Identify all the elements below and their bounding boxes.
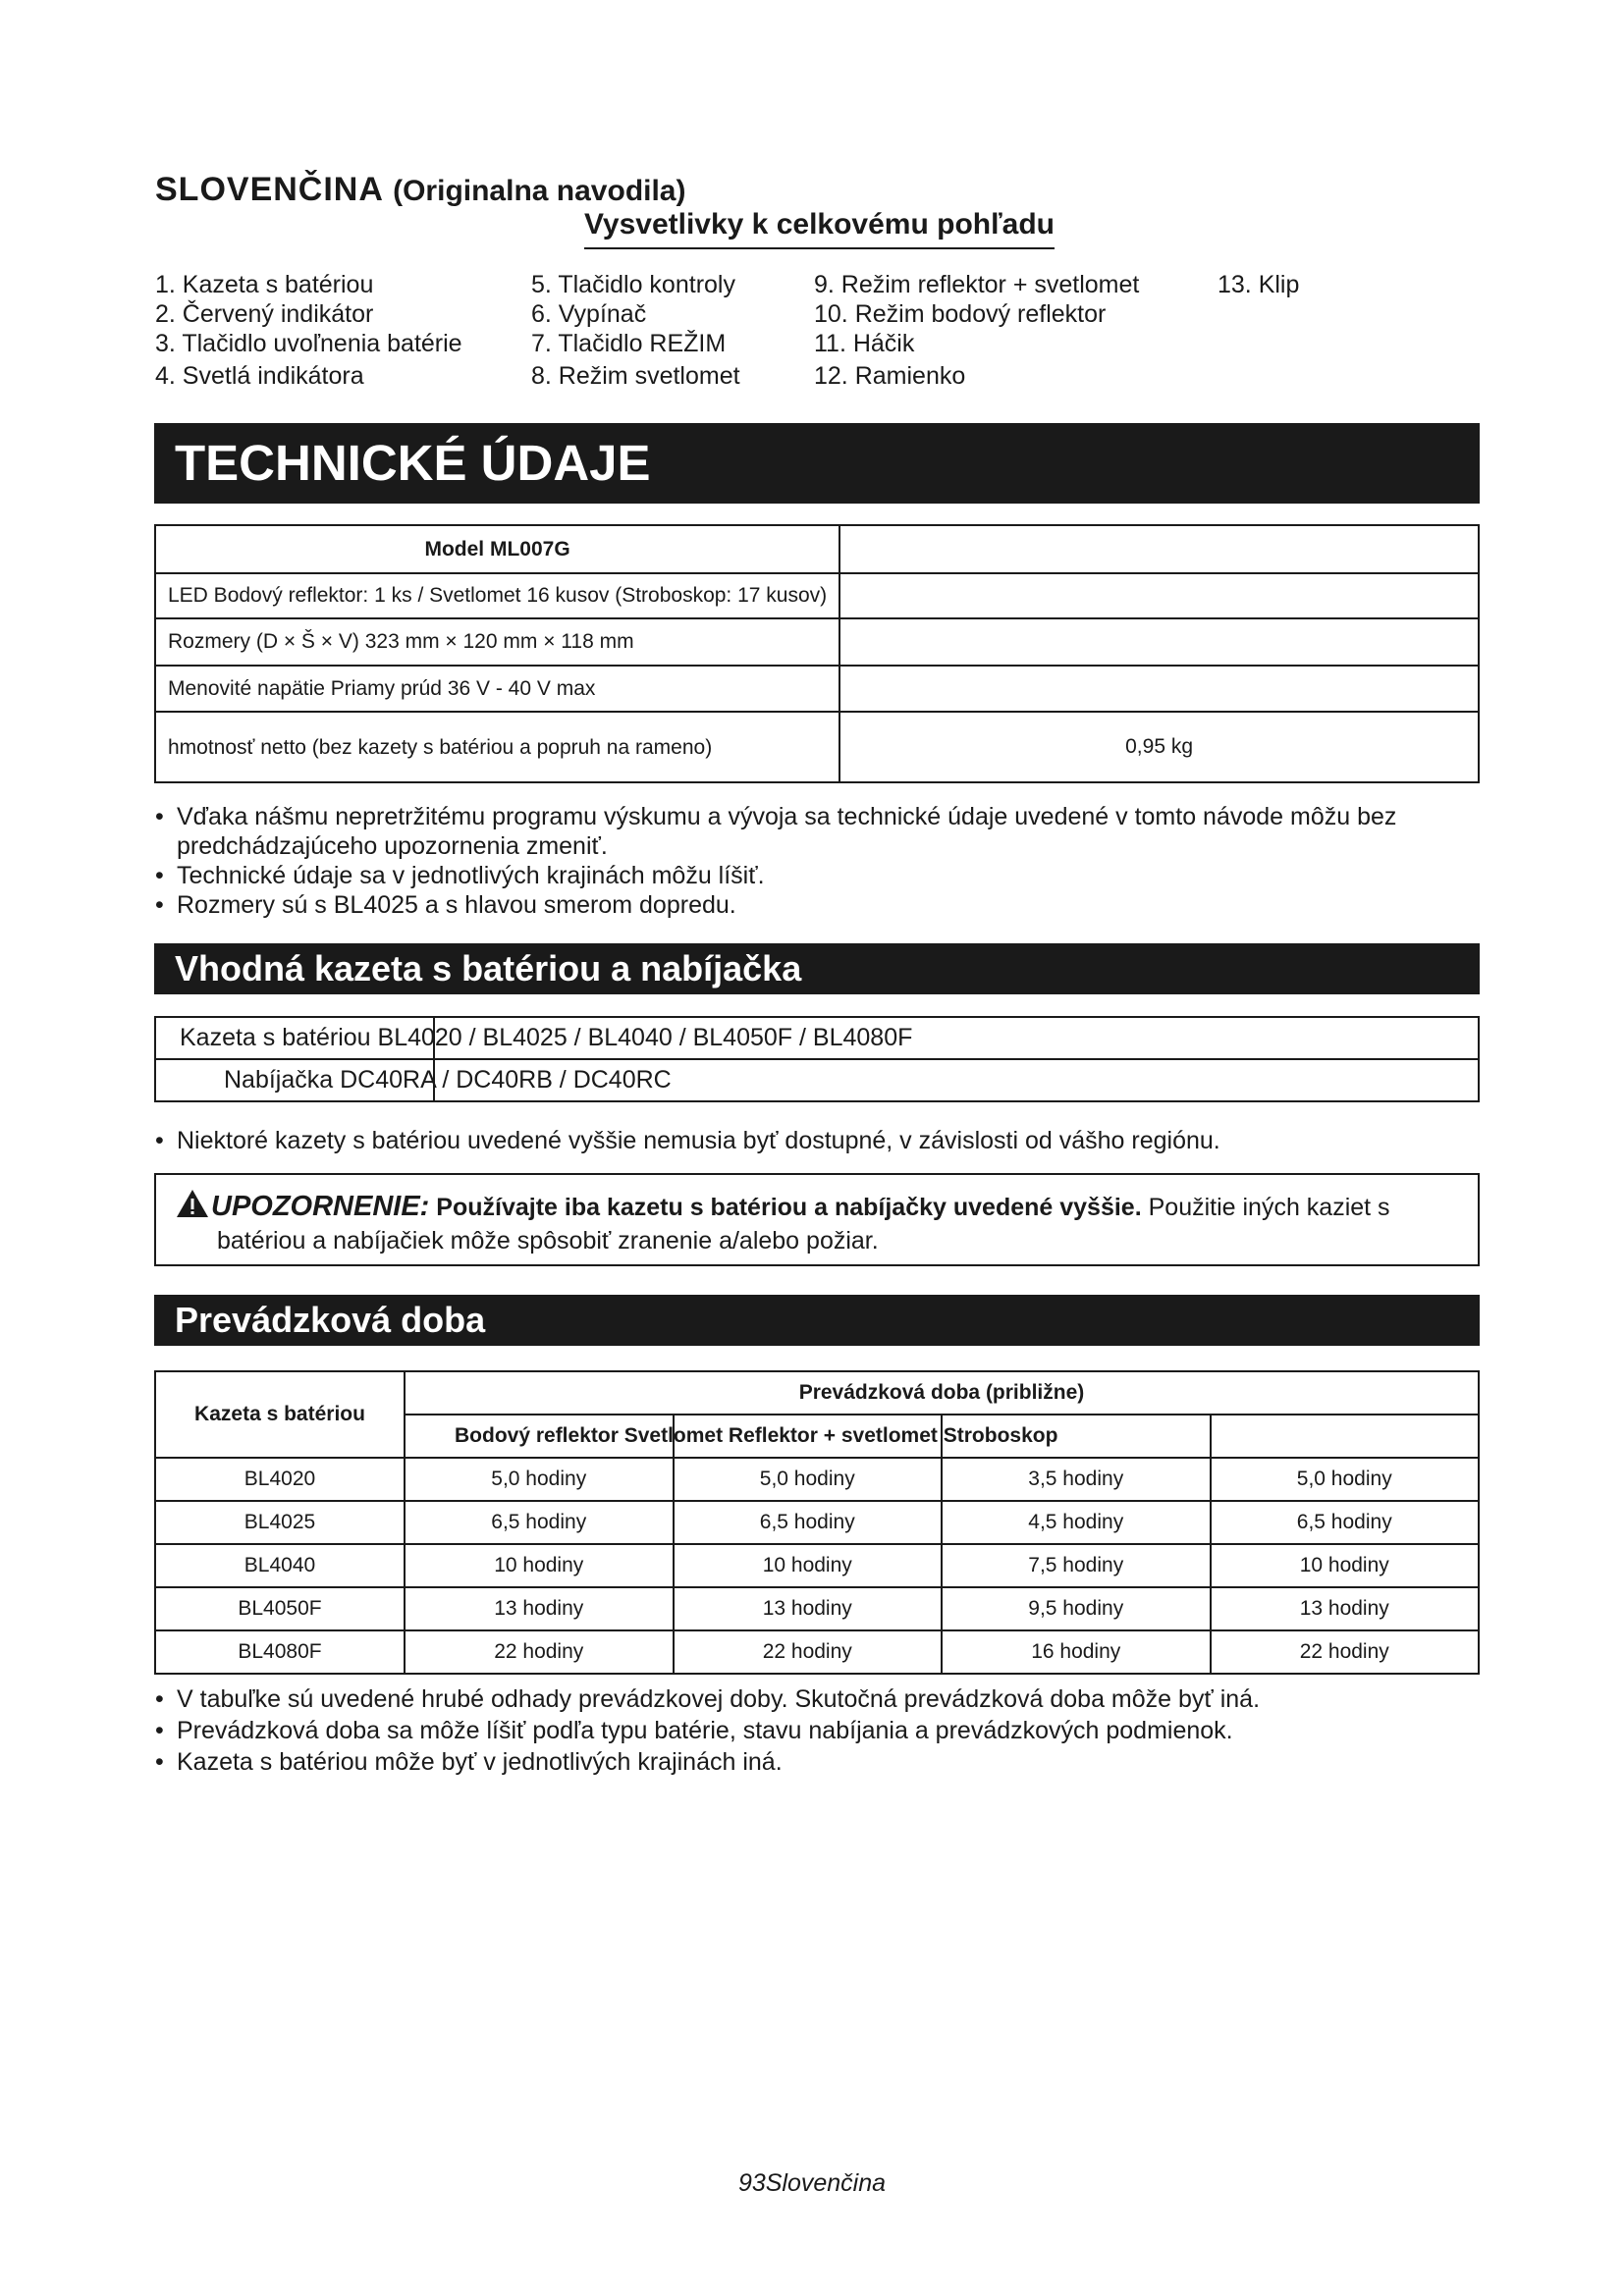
part-item: 9. Režim reflektor + svetlomet [814,271,1140,298]
parts-column-2 [531,270,740,391]
empty-cell [839,525,1479,573]
battery-cell: BL4050F [155,1587,405,1630]
table-row [155,1630,1479,1674]
specs-notes [155,802,1481,920]
runtime-notes [155,1683,1481,1778]
runtime-cell: 3,5 hodiny [942,1458,1211,1501]
part-item: 3. Tlačidlo uvoľnenia batérie [155,330,462,357]
page-number: 93Slovenčina [737,2169,887,2197]
empty-cell [839,618,1479,666]
battery-table [154,1016,1480,1102]
warning-triangle-icon [176,1189,209,1218]
table-row [155,1458,1479,1501]
table-row [155,618,1479,666]
caution-bold-text: Používajte iba kazetu s batériou a nabíjačky uvedené vyššie. [436,1194,1142,1221]
charger-cell [155,1059,672,1101]
part-item: 13. Klip [1218,271,1300,298]
weight-label-cell: hmotnosť netto (bez kazety s batériou a popruh na rameno) [155,712,839,782]
part-item: 11. Háčik [814,330,915,357]
runtime-cell: 4,5 hodiny [942,1501,1211,1544]
table-row [155,1059,1479,1101]
runtime-cell: 6,5 hodiny [405,1501,674,1544]
caution-text: Použitie iných kaziet s [1148,1194,1390,1221]
table-row [155,525,1479,573]
empty-cell [1211,1415,1480,1458]
dimensions-cell: Rozmery (D × Š × V) 323 mm × 120 mm × 118 mm [155,618,839,666]
note-item: • Niektoré kazety s batériou uvedené vyššie nemusia byť dostupné, v závislosti od vášho regiónu. [155,1126,1481,1155]
cartridge-cell: Kazeta s batériou BL4020 / BL4025 / BL4040 / BL4050F / BL4080F [155,1017,434,1059]
model-cell: Model ML007G [155,525,839,573]
runtime-cell: 10 hodiny [674,1544,943,1587]
part-item: 4. Svetlá indikátora [155,362,364,390]
part-item: 6. Vypínač [531,300,647,328]
battery-section-header: Vhodná kazeta s batériou a nabíjačka [154,943,1480,994]
table-row [155,573,1479,618]
note-item: • Kazeta s batériou môže byť v jednotlivých krajinách iná. [155,1746,1481,1778]
runtime-cell: 5,0 hodiny [674,1458,943,1501]
language-name: SLOVENČINA [155,171,383,208]
modes-header-cell: Bodový reflektor Svetlomet Reflektor + svetlomet Stroboskop [405,1415,674,1458]
note-item: • Rozmery sú s BL4025 a s hlavou smerom dopredu. [155,890,1481,920]
parts-legend [155,270,1333,398]
table-row [155,712,1479,782]
parts-column-3 [814,270,1139,391]
runtime-cell: 13 hodiny [1211,1587,1480,1630]
runtime-column-header: Prevádzková doba (približne) [405,1371,1479,1415]
battery-cell: BL4025 [155,1501,405,1544]
note-item: • V tabuľke sú uvedené hrubé odhady prevádzkovej doby. Skutočná prevádzková doba môže byť iná. [155,1683,1481,1715]
caution-text-continued: batériou a nabíjačiek môže spôsobiť zranenie a/alebo požiar. [217,1227,879,1255]
part-item: 1. Kazeta s batériou [155,271,374,298]
parts-column-1 [155,270,462,391]
battery-cell: BL4040 [155,1544,405,1587]
caution-box [154,1173,1480,1266]
table-row [155,1501,1479,1544]
part-item: 12. Ramienko [814,362,966,390]
table-row [155,1371,1479,1415]
empty-cell [839,666,1479,712]
runtime-cell: 5,0 hodiny [405,1458,674,1501]
part-item: 10. Režim bodový reflektor [814,300,1107,328]
specs-section-header: TECHNICKÉ ÚDAJE [154,423,1480,504]
charger-text: Nabíjačka DC40RA / DC40RB / DC40RC [224,1066,672,1094]
runtime-cell: 16 hodiny [942,1630,1211,1674]
runtime-section-header: Prevádzková doba [154,1295,1480,1346]
specs-table [154,524,1480,783]
note-item: • Vďaka nášmu nepretržitému programu výskumu a vývoja sa technické údaje uvedené v tomto návode môžu bez predchádzajúceho upozornenia zmeniť. [155,802,1481,861]
battery-cell: BL4080F [155,1630,405,1674]
runtime-cell: 9,5 hodiny [942,1587,1211,1630]
voltage-cell: Menovité napätie Priamy prúd 36 V - 40 V max [155,666,839,712]
runtime-cell: 13 hodiny [674,1587,943,1630]
runtime-cell: 13 hodiny [405,1587,674,1630]
battery-cell: BL4020 [155,1458,405,1501]
language-title [155,171,685,209]
table-row [155,1544,1479,1587]
runtime-cell: 10 hodiny [1211,1544,1480,1587]
part-item: 8. Režim svetlomet [531,362,740,390]
runtime-cell: 22 hodiny [674,1630,943,1674]
table-row [155,1017,1479,1059]
caution-label: UPOZORNENIE: [211,1191,430,1222]
runtime-cell: 7,5 hodiny [942,1544,1211,1587]
runtime-cell: 22 hodiny [405,1630,674,1674]
part-item: 2. Červený indikátor [155,300,374,328]
runtime-cell: 6,5 hodiny [674,1501,943,1544]
note-item: • Technické údaje sa v jednotlivých krajinách môžu líšiť. [155,861,1481,890]
weight-value-cell: 0,95 kg [839,712,1479,782]
runtime-table [154,1370,1480,1675]
battery-notes [155,1126,1481,1155]
part-item: 5. Tlačidlo kontroly [531,271,735,298]
runtime-cell: 22 hodiny [1211,1630,1480,1674]
runtime-cell: 10 hodiny [405,1544,674,1587]
led-cell: LED Bodový reflektor: 1 ks / Svetlomet 16 kusov (Stroboskop: 17 kusov) [155,573,839,618]
parts-column-4 [1218,270,1299,299]
runtime-cell: 6,5 hodiny [1211,1501,1480,1544]
runtime-cell: 5,0 hodiny [1211,1458,1480,1501]
battery-column-header: Kazeta s batériou [155,1371,405,1458]
caution-line [176,1189,1458,1224]
language-subtitle: (Originalna navodila) [393,175,686,207]
empty-cell [839,573,1479,618]
part-item: 7. Tlačidlo REŽIM [531,330,727,357]
note-item: • Prevádzková doba sa môže líšiť podľa typu batérie, stavu nabíjania a prevádzkových podmienok. [155,1715,1481,1746]
overview-title: Vysvetlivky k celkovému pohľadu [584,208,1055,249]
table-row [155,666,1479,712]
table-row [155,1587,1479,1630]
